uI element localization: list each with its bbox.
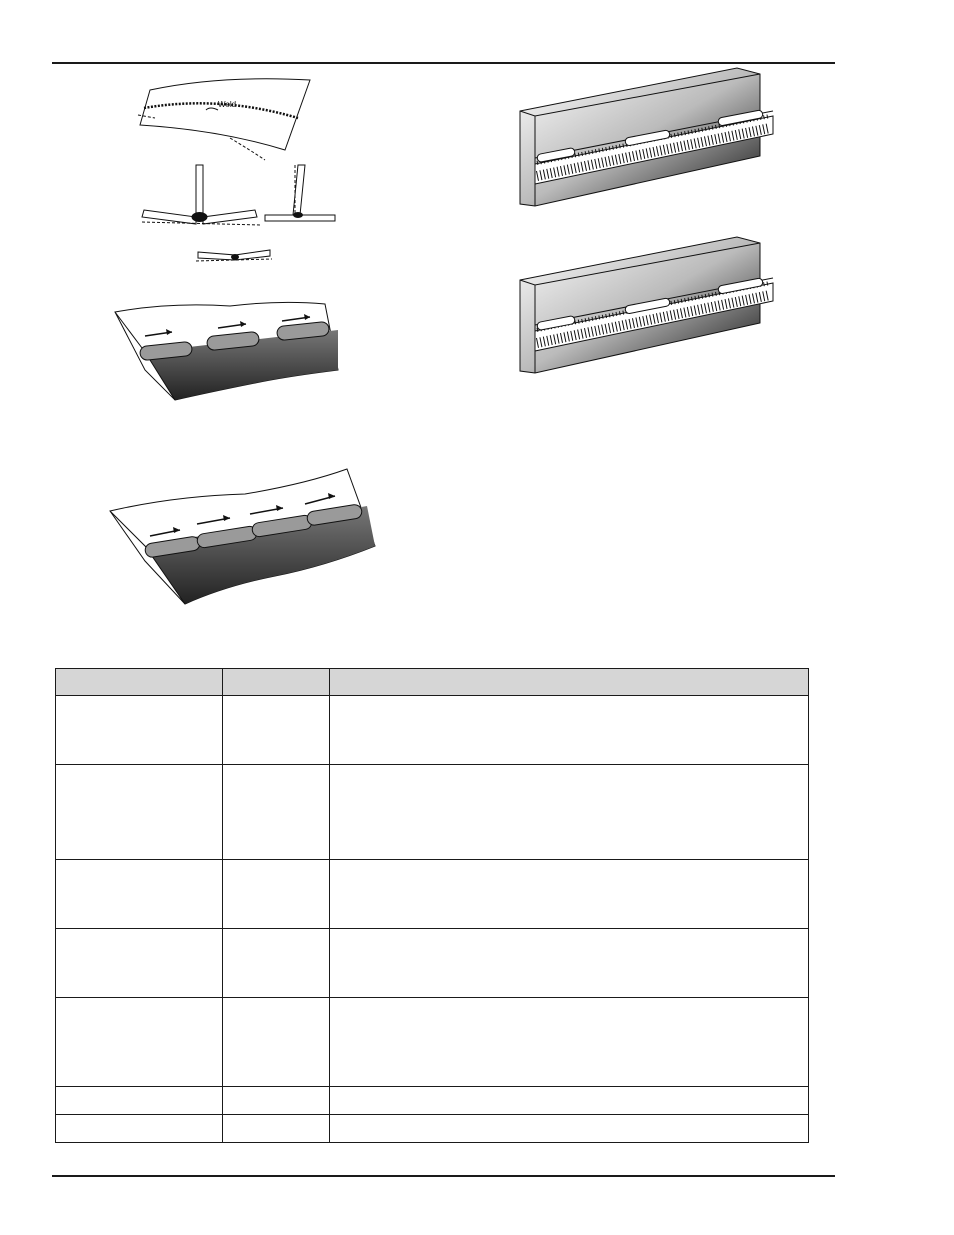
table-cell xyxy=(56,998,223,1087)
table-header-cell xyxy=(223,669,330,696)
table-cell xyxy=(330,1087,809,1115)
table-header-cell xyxy=(330,669,809,696)
table-cell xyxy=(56,1087,223,1115)
table-cell xyxy=(223,998,330,1087)
skip-weld-figure xyxy=(110,292,345,404)
table-row xyxy=(56,696,809,765)
table-cell xyxy=(56,765,223,860)
table-header-row xyxy=(56,669,809,696)
table-row xyxy=(56,929,809,998)
table-row xyxy=(56,998,809,1087)
table-cell xyxy=(56,860,223,929)
table-cell xyxy=(223,929,330,998)
table-cell xyxy=(223,696,330,765)
staggered-intermittent-fillet-figure xyxy=(515,235,775,375)
table-cell xyxy=(223,860,330,929)
distortion-figure xyxy=(130,70,350,270)
table-row xyxy=(56,1087,809,1115)
footer-rule xyxy=(52,1175,835,1177)
table-header-cell xyxy=(56,669,223,696)
header-rule xyxy=(52,62,835,64)
table-cell xyxy=(56,1115,223,1143)
weld-label: Weld xyxy=(218,100,237,109)
table-cell xyxy=(223,1115,330,1143)
table-cell xyxy=(56,696,223,765)
table-cell xyxy=(223,1087,330,1115)
chain-intermittent-fillet-figure xyxy=(515,66,775,210)
table-cell xyxy=(330,765,809,860)
backstep-weld-figure xyxy=(105,466,380,608)
table-cell xyxy=(330,860,809,929)
table-cell xyxy=(330,998,809,1087)
table-cell xyxy=(56,929,223,998)
data-table xyxy=(55,668,809,1143)
table-cell xyxy=(330,929,809,998)
table-cell xyxy=(330,1115,809,1143)
table-cell xyxy=(223,765,330,860)
table-row xyxy=(56,765,809,860)
table-row xyxy=(56,860,809,929)
table-cell xyxy=(330,696,809,765)
table-row xyxy=(56,1115,809,1143)
